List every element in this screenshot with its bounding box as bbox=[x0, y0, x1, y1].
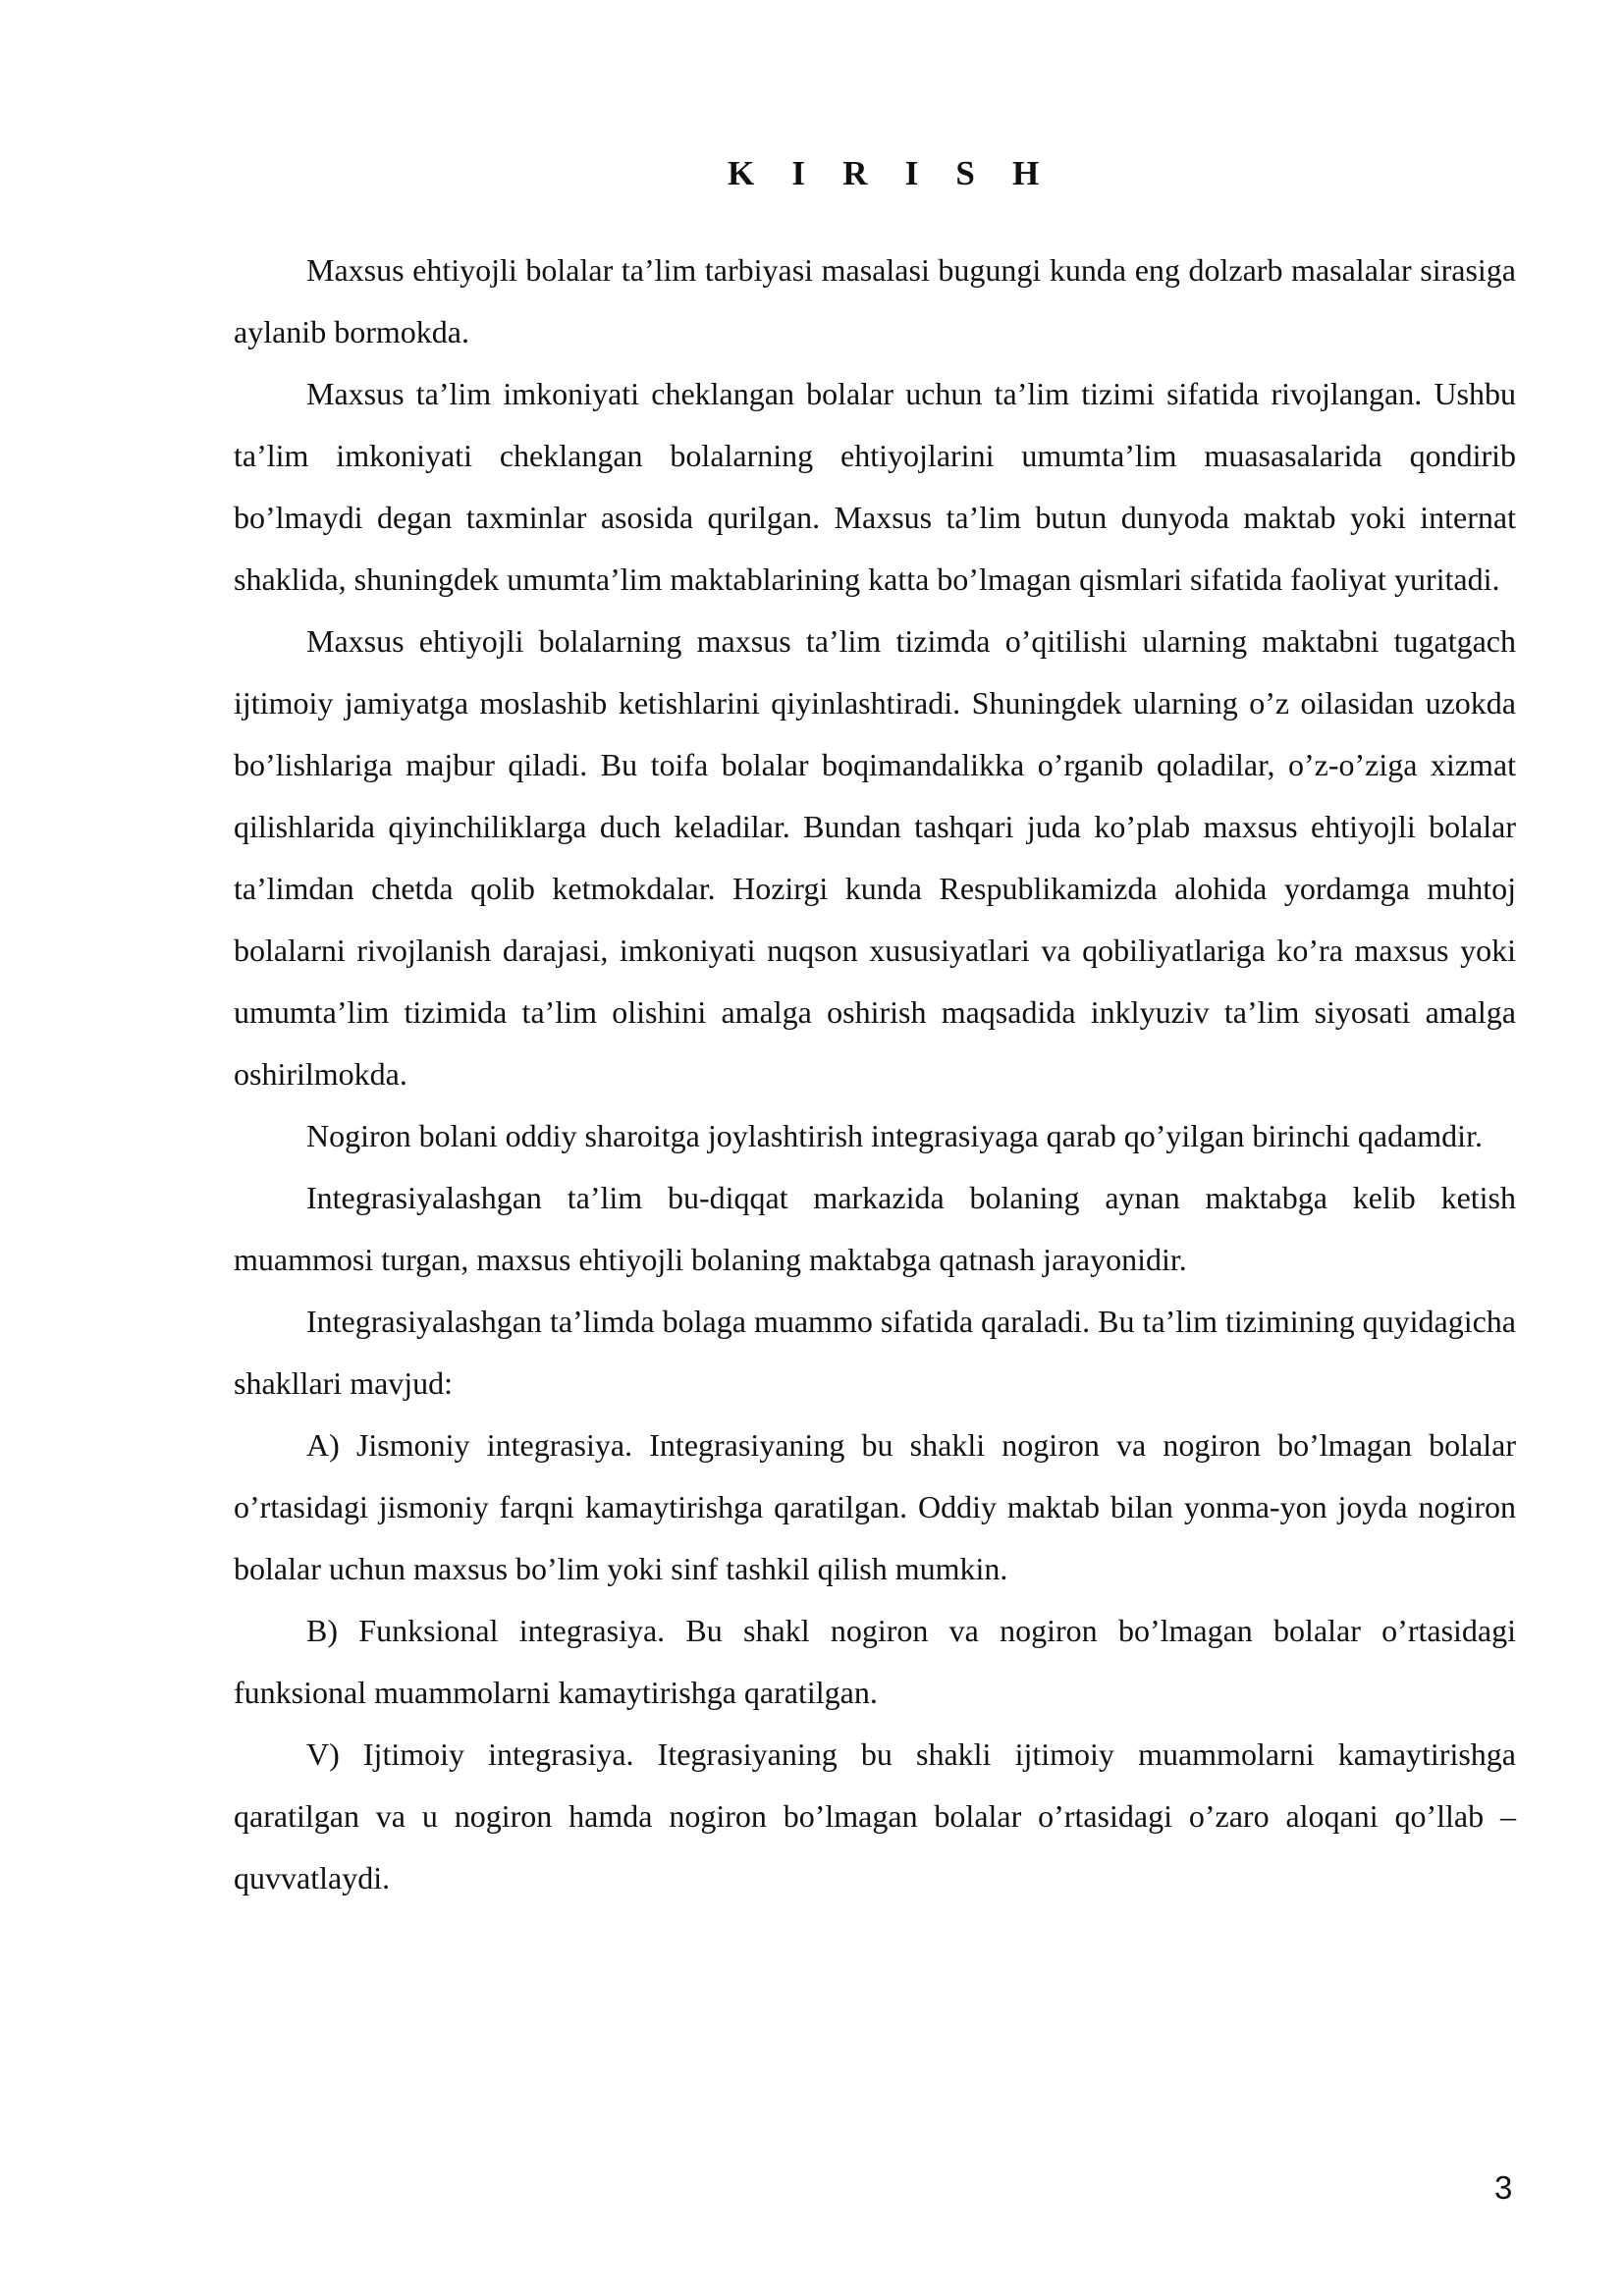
page-title: K I R I S H bbox=[728, 154, 1054, 192]
page-number: 3 bbox=[1494, 2169, 1513, 2206]
paragraph: Nogiron bolani oddiy sharoitga joylashtirish integrasiyaga qarab qo’yilgan birinchi qadamdir. bbox=[306, 1118, 1483, 1153]
document-body bbox=[234, 240, 1516, 1909]
paragraph: Maxsus ehtiyojli bolalarning maxsus ta’lim tizimda o’qitilishi ularning maktabni tugatgach ijtimoiy jamiyatga moslashib ketishlarini qiyinlashtiradi. Shuningdek ularning o’z oilasidan uzokda bo’lishlariga majbur qiladi. Bu toifa bolalar boqimandalikka o’rganib qoladilar, o’z-o’ziga xizmat qilishlarida qiyinchiliklarga duch keladilar. Bundan tashqari juda ko’plab maxsus ehtiyojli bolalar ta’limdan chetda qolib ketmokdalar. Hozirgi kunda Respublikamizda alohida yordamga muhtoj bolalarni rivojlanish darajasi, imkoniyati nuqson xususiyatlari va qobiliyatlariga ko’ra maxsus yoki umumta’lim tizimida ta’lim olishini amalga oshirish maqsadida inklyuziv ta’lim siyosati amalga oshirilmokda. bbox=[234, 623, 1516, 1092]
paragraph: Integrasiyalashgan ta’lim bu-diqqat markazida bolaning aynan maktabga kelib ketish muammosi turgan, maxsus ehtiyojli bolaning maktabga qatnash jarayonidir. bbox=[234, 1180, 1516, 1277]
paragraph: Integrasiyalashgan ta’limda bolaga muammo sifatida qaraladi. Bu ta’lim tizimining quyidagicha shakllari mavjud: bbox=[234, 1304, 1516, 1401]
paragraph-ijtimoiy: V) Ijtimoiy integrasiya. Itegrasiyaning bu shakli ijtimoiy muammolarni kamaytirishga qaratilgan va u nogiron hamda nogiron bo’lmagan bolalar o’rtasidagi o’zaro aloqani qo’llab – quvvatlaydi. bbox=[234, 1736, 1516, 1896]
paragraph: Maxsus ta’lim imkoniyati cheklangan bolalar uchun ta’lim tizimi sifatida rivojlangan. Ushbu ta’lim imkoniyati cheklangan bolalarning ehtiyojlarini umumta’lim muasasalarida qondirib bo’lmaydi degan taxminlar asosida qurilgan. Maxsus ta’lim butun dunyoda maktab yoki internat shaklida, shuningdek umumta’lim maktablarining katta bo’lmagan qismlari sifatida faoliyat yuritadi. bbox=[234, 376, 1516, 597]
paragraph-jismoniy: A) Jismoniy integrasiya. Integrasiyaning bu shakli nogiron va nogiron bo’lmagan bolalar o’rtasidagi jismoniy farqni kamaytirishga qaratilgan. Oddiy maktab bilan yonma-yon joyda nogiron bolalar uchun maxsus bo’lim yoki sinf tashkil qilish mumkin. bbox=[234, 1427, 1516, 1586]
paragraph: Maxsus ehtiyojli bolalar ta’lim tarbiyasi masalasi bugungi kunda eng dolzarb masalalar sirasiga aylanib bormokda. bbox=[234, 252, 1516, 349]
paragraph-funksional: B) Funksional integrasiya. Bu shakl nogiron va nogiron bo’lmagan bolalar o’rtasidagi funksional muammolarni kamaytirishga qaratilgan. bbox=[234, 1613, 1516, 1710]
